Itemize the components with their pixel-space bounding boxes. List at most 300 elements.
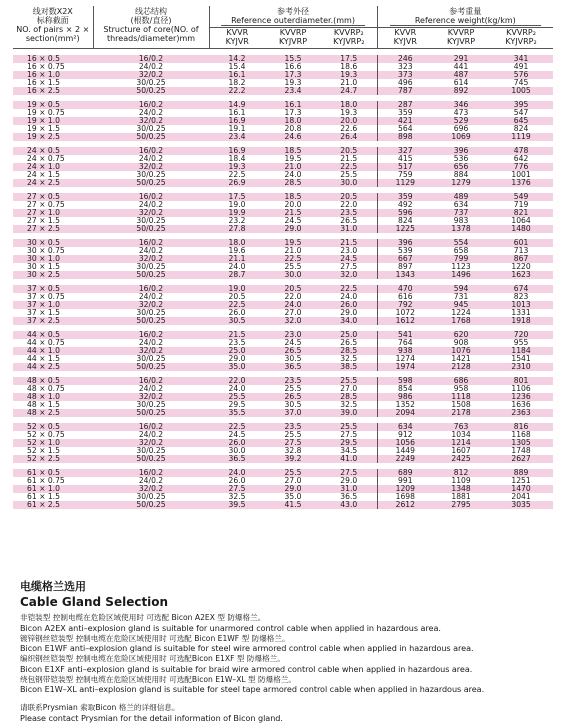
table-cell: 19 × 2.5 xyxy=(13,133,93,141)
table-cell: 776 xyxy=(489,163,553,171)
table-cell: 16/0.2 xyxy=(93,423,209,431)
wt-col-3-a: KVVRP₂ xyxy=(506,28,536,37)
table-row xyxy=(13,101,553,109)
table-row xyxy=(13,331,553,339)
table-cell: 25.5 xyxy=(321,377,377,385)
table-cell: 30/0.25 xyxy=(136,124,166,134)
table-cell: 52 × 0.5 xyxy=(13,423,93,431)
table-cell: 2041 xyxy=(511,492,531,502)
table-cell: 19.1 xyxy=(228,124,246,134)
table-row xyxy=(13,447,553,455)
table-cell: 14.2 xyxy=(209,55,265,63)
table-cell: 16/0.2 xyxy=(93,377,209,385)
gland-line-2-zh: 镀锌钢丝铠装型 控制电缆在危险区域使用时 可选配 Bicon E1WF 型 防爆格兰。 xyxy=(20,633,290,643)
table-row xyxy=(13,301,553,309)
table-cell: 287 xyxy=(377,101,433,109)
table-cell: 1974 xyxy=(377,363,433,371)
table-cell: 824 xyxy=(377,217,433,225)
gland-contact-zh: 请联系Prysmian 索取Bicon 格兰的详细信息。 xyxy=(20,703,180,712)
table-row xyxy=(13,133,553,141)
table-cell: 884 xyxy=(453,170,469,180)
table-cell: 2612 xyxy=(377,501,433,509)
table-cell: 36.5 xyxy=(209,455,265,463)
table-cell: 24/0.2 xyxy=(138,200,164,210)
table-cell: 21.5 xyxy=(265,209,321,217)
table-cell: 16 × 0.5 xyxy=(13,55,93,63)
table-cell: 564 xyxy=(377,125,433,133)
table-cell: 24.7 xyxy=(321,87,377,95)
od-group-zh: 参考外径 xyxy=(277,7,310,16)
table-cell: 37 × 0.5 xyxy=(13,285,93,293)
table-cell: 889 xyxy=(489,469,553,477)
table-cell: 1001 xyxy=(511,170,531,180)
table-cell: 22.5 xyxy=(228,170,246,180)
table-cell: 614 xyxy=(453,78,469,88)
table-row xyxy=(13,147,553,155)
table-cell: 1236 xyxy=(489,393,553,401)
table-cell: 16/0.2 xyxy=(93,101,209,109)
table-cell: 19 × 1.0 xyxy=(13,117,93,125)
table-cell: 24.0 xyxy=(228,384,246,394)
table-row xyxy=(13,363,553,371)
table-cell: 27.0 xyxy=(284,476,302,486)
table-cell: 44 × 0.75 xyxy=(27,338,65,348)
table-cell: 19 × 0.75 xyxy=(27,108,65,118)
table-row xyxy=(13,285,553,293)
wt-group-zh: 参考重量 xyxy=(449,7,482,16)
table-cell: 30 × 2.5 xyxy=(13,271,93,279)
table-cell: 16/0.2 xyxy=(93,469,209,477)
table-cell: 19.5 xyxy=(284,154,302,164)
table-cell: 26.0 xyxy=(228,476,246,486)
table-cell: 26.5 xyxy=(340,216,358,226)
table-cell: 1220 xyxy=(511,262,531,272)
gland-line-1-zh: 非铠装型 控制电缆在危险区域使用时 可选配 Bicon A2EX 型 防爆格兰。 xyxy=(20,613,266,622)
table-row xyxy=(13,79,553,87)
od-group-underline xyxy=(221,25,365,26)
table-cell: 48 × 0.5 xyxy=(13,377,93,385)
table-cell: 32.5 xyxy=(228,492,246,502)
table-cell: 16.1 xyxy=(228,108,246,118)
table-cell: 24 × 0.75 xyxy=(27,154,65,164)
table-cell: 824 xyxy=(513,124,529,134)
core-header-zh-1: 线芯结构 xyxy=(135,7,167,16)
table-cell: 50/0.25 xyxy=(93,133,209,141)
table-cell: 25.5 xyxy=(321,423,377,431)
table-cell: 52 × 2.5 xyxy=(13,455,93,463)
table-row xyxy=(13,377,553,385)
table-cell: 620 xyxy=(433,331,489,339)
table-cell: 645 xyxy=(489,117,553,125)
table-cell: 517 xyxy=(377,163,433,171)
table-cell: 61 × 0.75 xyxy=(27,476,65,486)
table-cell: 48 × 1.5 xyxy=(27,400,60,410)
table-cell: 50/0.25 xyxy=(93,455,209,463)
table-cell: 19.3 xyxy=(209,163,265,171)
wt-col-1-header xyxy=(377,28,433,49)
table-row xyxy=(13,393,553,401)
table-cell: 27.0 xyxy=(284,308,302,318)
table-cell: 415 xyxy=(377,155,433,163)
table-cell: 30 × 0.75 xyxy=(27,246,65,256)
table-cell: 1168 xyxy=(511,430,531,440)
pairs-section-header xyxy=(13,6,93,49)
table-cell: 1612 xyxy=(377,317,433,325)
table-cell: 634 xyxy=(453,200,469,210)
table-cell: 598 xyxy=(377,377,433,385)
table-cell: 23.5 xyxy=(321,209,377,217)
table-cell: 52 × 1.0 xyxy=(13,439,93,447)
table-cell: 1508 xyxy=(451,400,471,410)
table-cell: 731 xyxy=(453,292,469,302)
gland-contact xyxy=(20,703,554,724)
table-cell: 1376 xyxy=(489,179,553,187)
table-cell: 37 × 2.5 xyxy=(13,317,93,325)
table-cell: 16.1 xyxy=(209,71,265,79)
table-row xyxy=(13,469,553,477)
table-cell: 19.9 xyxy=(209,209,265,217)
table-cell: 24/0.2 xyxy=(138,476,164,486)
od-col-1-a: KVVR xyxy=(226,28,249,37)
table-cell: 37 × 1.5 xyxy=(27,308,60,318)
table-cell: 24/0.2 xyxy=(138,246,164,256)
table-cell: 24.5 xyxy=(284,216,302,226)
table-cell: 24.0 xyxy=(284,170,302,180)
table-row xyxy=(13,309,553,317)
table-cell: 21.1 xyxy=(209,255,265,263)
table-cell: 21.0 xyxy=(265,163,321,171)
table-cell: 24 × 2.5 xyxy=(13,179,93,187)
table-cell: 554 xyxy=(433,239,489,247)
gland-line-4-zh: 绕包钢带铠装型 控制电缆在危险区域使用时 可选配Bicon E1W–XL 型 防爆格兰。 xyxy=(20,674,297,684)
table-cell: 27.5 xyxy=(340,262,358,272)
table-cell: 50/0.25 xyxy=(93,317,209,325)
table-cell: 29.0 xyxy=(228,354,246,364)
table-cell: 2425 xyxy=(433,455,489,463)
table-cell: 1305 xyxy=(489,439,553,447)
table-cell: 764 xyxy=(377,339,433,347)
table-cell: 19.5 xyxy=(265,239,321,247)
table-cell: 17.3 xyxy=(284,108,302,118)
table-cell: 24/0.2 xyxy=(138,154,164,164)
table-cell: 1013 xyxy=(489,301,553,309)
table-cell: 1064 xyxy=(511,216,531,226)
table-cell: 674 xyxy=(489,285,553,293)
od-col-3-a: KVVRP₂ xyxy=(333,28,364,37)
table-cell: 991 xyxy=(377,477,433,485)
table-cell: 30/0.25 xyxy=(136,170,166,180)
table-cell: 29.5 xyxy=(321,439,377,447)
table-cell: 1331 xyxy=(511,308,531,318)
table-cell: 30/0.25 xyxy=(136,216,166,226)
table-cell: 23.5 xyxy=(228,338,246,348)
wt-col-3-header xyxy=(489,28,553,49)
table-cell: 28.5 xyxy=(265,179,321,187)
table-cell: 44 × 1.5 xyxy=(27,354,60,364)
table-cell: 50/0.25 xyxy=(93,271,209,279)
table-cell: 35.0 xyxy=(209,363,265,371)
table-cell: 30.0 xyxy=(228,446,246,456)
table-cell: 867 xyxy=(489,255,553,263)
table-cell: 32/0.2 xyxy=(93,347,209,355)
od-col-3-header xyxy=(321,28,377,49)
table-row xyxy=(13,477,553,485)
table-cell: 37.0 xyxy=(265,409,321,417)
table-cell: 470 xyxy=(377,285,433,293)
table-cell: 395 xyxy=(489,101,553,109)
table-cell: 16.9 xyxy=(209,117,265,125)
table-cell: 29.0 xyxy=(340,476,358,486)
table-cell: 26.0 xyxy=(209,439,265,447)
table-cell: 30.0 xyxy=(265,271,321,279)
table-cell: 16.1 xyxy=(265,101,321,109)
table-cell: 20.5 xyxy=(265,285,321,293)
table-cell: 24.0 xyxy=(209,469,265,477)
wt-col-2-header xyxy=(433,28,489,49)
table-cell: 15.5 xyxy=(265,55,321,63)
table-cell: 327 xyxy=(377,147,433,155)
table-cell: 21.5 xyxy=(340,154,358,164)
table-row xyxy=(13,87,553,95)
table-cell: 696 xyxy=(453,124,469,134)
table-cell: 30.5 xyxy=(209,317,265,325)
table-cell: 986 xyxy=(377,393,433,401)
table-cell: 34.0 xyxy=(321,317,377,325)
table-cell: 35.5 xyxy=(209,409,265,417)
table-cell: 24/0.2 xyxy=(138,384,164,394)
table-cell: 30 × 1.5 xyxy=(27,262,60,272)
table-row xyxy=(13,225,553,233)
table-row xyxy=(13,409,553,417)
table-cell: 1421 xyxy=(451,354,471,364)
table-cell: 36.5 xyxy=(265,363,321,371)
table-cell: 1279 xyxy=(433,179,489,187)
table-cell: 34.5 xyxy=(340,446,358,456)
table-cell: 30 × 1.0 xyxy=(13,255,93,263)
cable-spec-table-container xyxy=(13,6,553,509)
table-cell: 32/0.2 xyxy=(93,71,209,79)
table-cell: 24.5 xyxy=(284,338,302,348)
table-cell: 28.5 xyxy=(321,393,377,401)
table-cell: 492 xyxy=(377,201,433,209)
table-cell: 912 xyxy=(377,431,433,439)
table-cell: 27.0 xyxy=(340,384,358,394)
table-row xyxy=(13,171,553,179)
table-cell: 18.0 xyxy=(209,239,265,247)
table-cell: 44 × 0.5 xyxy=(13,331,93,339)
table-cell: 18.5 xyxy=(265,193,321,201)
table-cell: 359 xyxy=(377,193,433,201)
table-cell: 955 xyxy=(513,338,529,348)
table-cell: 1352 xyxy=(377,401,433,409)
table-cell: 823 xyxy=(513,292,529,302)
gland-line-2-en: Bicon E1WF anti–explosion gland is suitable for steel wire armored control cable when applied in hazardous area. xyxy=(20,643,474,654)
table-cell: 24 × 0.5 xyxy=(13,147,93,155)
table-cell: 1225 xyxy=(377,225,433,233)
table-cell: 44 × 1.0 xyxy=(13,347,93,355)
table-cell: 1005 xyxy=(489,87,553,95)
table-cell: 541 xyxy=(377,331,433,339)
table-cell: 616 xyxy=(377,293,433,301)
table-cell: 22.5 xyxy=(321,285,377,293)
table-cell: 908 xyxy=(453,338,469,348)
table-cell: 1214 xyxy=(433,439,489,447)
pairs-header-zh-1: 线对数X2X xyxy=(32,7,73,16)
table-cell: 547 xyxy=(513,108,529,118)
table-cell: 17.5 xyxy=(321,55,377,63)
table-cell: 792 xyxy=(377,301,433,309)
gland-contact-en: Please contact Prysmian for the detail information of Bicon gland. xyxy=(20,712,283,723)
table-cell: 32.0 xyxy=(321,271,377,279)
table-cell: 37 × 1.0 xyxy=(13,301,93,309)
table-cell: 1106 xyxy=(511,384,531,394)
cable-gland-section xyxy=(20,579,554,724)
od-col-2-header xyxy=(265,28,321,49)
table-cell: 2094 xyxy=(377,409,433,417)
table-cell: 16/0.2 xyxy=(93,193,209,201)
table-cell: 23.5 xyxy=(265,423,321,431)
table-cell: 421 xyxy=(377,117,433,125)
table-cell: 16 × 2.5 xyxy=(13,87,93,95)
table-cell: 50/0.25 xyxy=(93,409,209,417)
table-cell: 945 xyxy=(433,301,489,309)
table-cell: 27.5 xyxy=(340,430,358,440)
table-cell: 720 xyxy=(489,331,553,339)
table-cell: 21.0 xyxy=(340,78,358,88)
table-cell: 32/0.2 xyxy=(93,301,209,309)
table-cell: 25.0 xyxy=(209,347,265,355)
table-cell: 1918 xyxy=(489,317,553,325)
table-cell: 19.3 xyxy=(321,71,377,79)
table-cell: 26.0 xyxy=(228,308,246,318)
table-cell: 491 xyxy=(513,62,529,72)
table-cell: 18.6 xyxy=(340,62,358,72)
table-cell: 2128 xyxy=(433,363,489,371)
table-cell: 32/0.2 xyxy=(93,485,209,493)
table-row xyxy=(13,255,553,263)
table-cell: 29.0 xyxy=(265,485,321,493)
table-cell: 24.6 xyxy=(265,133,321,141)
wt-col-1-a: KVVR xyxy=(394,28,417,37)
table-cell: 50/0.25 xyxy=(93,225,209,233)
table-cell: 2627 xyxy=(489,455,553,463)
core-header-en-2: threads/diameter)mm xyxy=(106,34,196,43)
table-cell: 28.5 xyxy=(321,347,377,355)
table-cell: 32.0 xyxy=(265,317,321,325)
table-cell: 1209 xyxy=(377,485,433,493)
table-cell: 30/0.25 xyxy=(136,492,166,502)
table-cell: 24.0 xyxy=(228,262,246,272)
table-cell: 983 xyxy=(453,216,469,226)
table-cell: 22.6 xyxy=(340,124,358,134)
table-cell: 39.2 xyxy=(265,455,321,463)
table-cell: 30/0.25 xyxy=(136,308,166,318)
table-cell: 35.0 xyxy=(284,492,302,502)
gland-line-1-en: Bicon A2EX anti–explosion gland is suitable for unarmored control cable when applied in hazardous area. xyxy=(20,622,441,633)
table-cell: 52 × 0.75 xyxy=(27,430,65,440)
table-cell: 23.0 xyxy=(265,331,321,339)
table-cell: 26.5 xyxy=(340,338,358,348)
table-cell: 21.0 xyxy=(284,246,302,256)
table-cell: 1378 xyxy=(433,225,489,233)
table-cell: 32.5 xyxy=(340,354,358,364)
table-row xyxy=(13,423,553,431)
table-cell: 1224 xyxy=(451,308,471,318)
table-cell: 22.5 xyxy=(265,255,321,263)
table-cell: 1056 xyxy=(377,439,433,447)
table-cell: 27 × 0.75 xyxy=(27,200,65,210)
table-cell: 24.0 xyxy=(265,301,321,309)
pairs-header-en-2: section(mm²) xyxy=(25,34,80,43)
table-cell: 958 xyxy=(453,384,469,394)
table-cell: 32/0.2 xyxy=(93,439,209,447)
table-cell: 24.0 xyxy=(340,292,358,302)
table-cell: 16/0.2 xyxy=(93,331,209,339)
table-cell: 22.5 xyxy=(209,423,265,431)
pairs-header-zh-2: 标称截面 xyxy=(36,16,69,25)
table-cell: 24.5 xyxy=(321,255,377,263)
table-cell: 27 × 1.0 xyxy=(13,209,93,217)
table-cell: 396 xyxy=(377,239,433,247)
table-cell: 341 xyxy=(489,55,553,63)
od-col-1-header xyxy=(209,28,265,49)
table-cell: 576 xyxy=(489,71,553,79)
table-cell: 346 xyxy=(433,101,489,109)
table-cell: 31.0 xyxy=(321,485,377,493)
table-cell: 19 × 0.5 xyxy=(13,101,93,109)
table-cell: 816 xyxy=(489,423,553,431)
table-row xyxy=(13,247,553,255)
table-cell: 48 × 2.5 xyxy=(13,409,93,417)
table-cell: 27.5 xyxy=(321,469,377,477)
table-cell: 20.0 xyxy=(284,200,302,210)
table-cell: 787 xyxy=(377,87,433,95)
gland-title-zh: 电缆格兰选用 xyxy=(20,580,86,593)
table-cell: 763 xyxy=(433,423,489,431)
table-cell: 41.0 xyxy=(321,455,377,463)
wt-col-2-b: KYJVRP xyxy=(447,37,476,46)
table-cell: 892 xyxy=(433,87,489,95)
table-row xyxy=(13,431,553,439)
table-cell: 745 xyxy=(513,78,529,88)
table-cell: 26.5 xyxy=(265,347,321,355)
table-cell: 41.5 xyxy=(265,501,321,509)
table-cell: 1636 xyxy=(511,400,531,410)
table-cell: 898 xyxy=(377,133,433,141)
table-cell: 1119 xyxy=(489,133,553,141)
table-cell: 30 × 0.5 xyxy=(13,239,93,247)
table-row xyxy=(13,201,553,209)
gland-line-4-en: Bicon E1W–XL anti–explosion gland is suitable for steel tape armored control cable when applied in hazardous area. xyxy=(20,684,485,695)
table-row xyxy=(13,55,553,63)
table-cell: 27.8 xyxy=(209,225,265,233)
table-cell: 16/0.2 xyxy=(93,239,209,247)
table-header xyxy=(13,6,553,49)
table-cell: 1881 xyxy=(451,492,471,502)
table-cell: 20.5 xyxy=(321,193,377,201)
table-cell: 1076 xyxy=(433,347,489,355)
table-cell: 19.0 xyxy=(209,285,265,293)
table-cell: 39.5 xyxy=(209,501,265,509)
table-cell: 359 xyxy=(377,109,433,117)
table-cell: 14.9 xyxy=(209,101,265,109)
table-cell: 821 xyxy=(489,209,553,217)
table-cell: 16/0.2 xyxy=(93,147,209,155)
core-structure-header xyxy=(93,6,209,49)
table-cell: 812 xyxy=(433,469,489,477)
table-cell: 18.4 xyxy=(228,154,246,164)
table-row xyxy=(13,501,553,509)
